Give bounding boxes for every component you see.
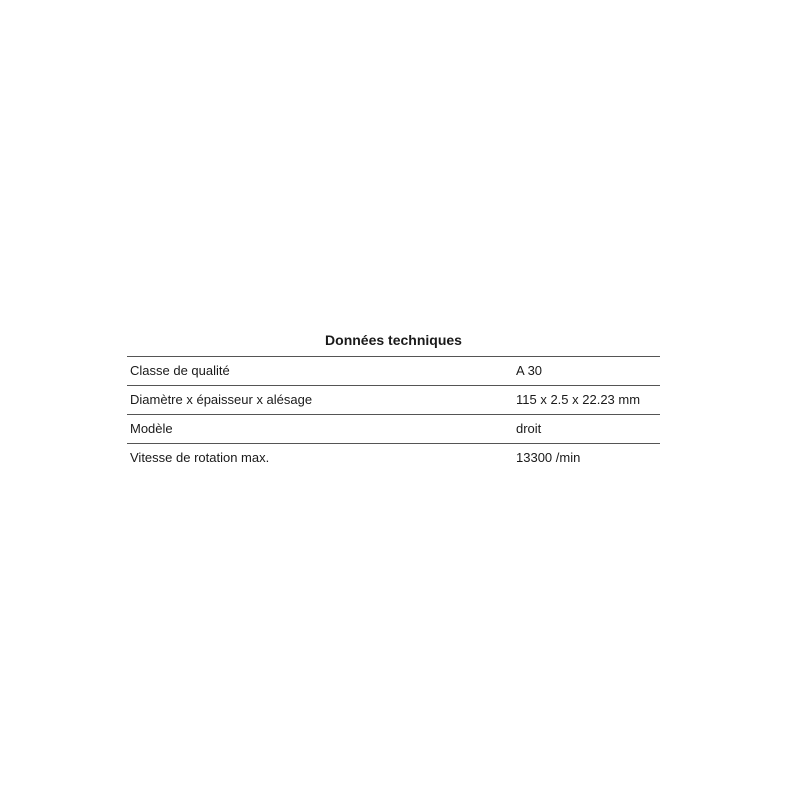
table-row xyxy=(127,415,660,444)
spec-label: Classe de qualité xyxy=(127,357,510,386)
spec-label: Modèle xyxy=(127,415,510,444)
spec-table xyxy=(127,356,660,472)
spec-value: A 30 xyxy=(510,357,660,386)
spec-label: Diamètre x épaisseur x alésage xyxy=(127,386,510,415)
spec-value: droit xyxy=(510,415,660,444)
table-row xyxy=(127,386,660,415)
technical-data-section xyxy=(127,328,660,472)
spec-value: 115 x 2.5 x 22.23 mm xyxy=(510,386,660,415)
spec-value: 13300 /min xyxy=(516,450,581,465)
spec-label: Vitesse de rotation max. xyxy=(130,450,270,465)
section-title: Données techniques xyxy=(325,332,462,348)
table-row xyxy=(127,444,660,473)
table-row xyxy=(127,357,660,386)
